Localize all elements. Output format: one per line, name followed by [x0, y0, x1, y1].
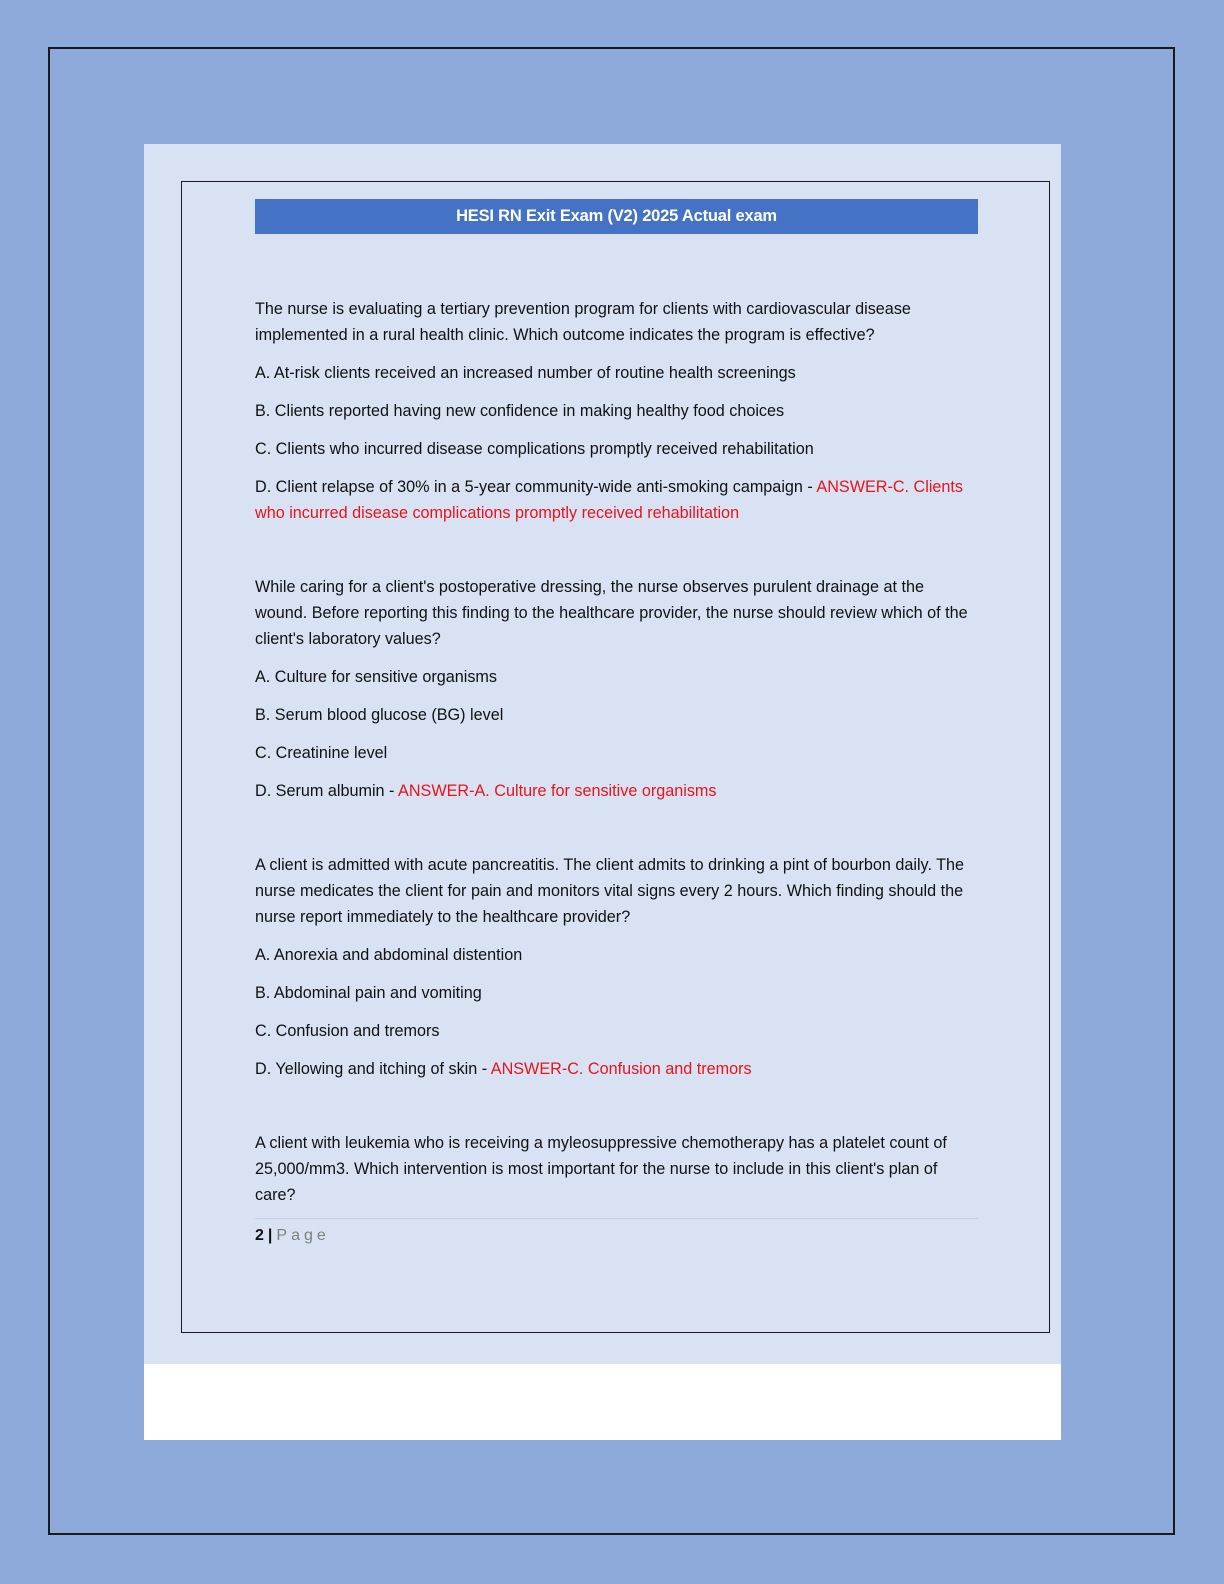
option-c: C. Creatinine level	[255, 744, 388, 762]
answer-text: ANSWER-A. Culture for sensitive organisms	[398, 782, 717, 800]
option-b: B. Serum blood glucose (BG) level	[255, 706, 504, 724]
option-d: D. Serum albumin -	[255, 782, 399, 800]
page-label: Page	[276, 1227, 330, 1244]
option-a: A. At-risk clients received an increased number of routine health screenings	[255, 364, 796, 382]
option-d: D. Client relapse of 30% in a 5-year community-wide anti-smoking campaign -	[255, 478, 817, 496]
page-number: 2	[255, 1227, 264, 1244]
option-b: B. Clients reported having new confidence in making healthy food choices	[255, 402, 785, 420]
option-c: C. Clients who incurred disease complications promptly received rehabilitation	[255, 440, 814, 458]
option-c: C. Confusion and tremors	[255, 1022, 440, 1040]
option-d: D. Yellowing and itching of skin -	[255, 1060, 491, 1078]
question-4	[255, 1130, 978, 1208]
question-1	[255, 296, 978, 526]
option-d-with-answer	[255, 778, 978, 804]
question-stem: The nurse is evaluating a tertiary prevention program for clients with cardiovascular disease implemented in a rural health clinic. Which outcome indicates the program is effective?	[255, 300, 911, 344]
option-d-with-answer	[255, 1056, 978, 1082]
option-d-with-answer	[255, 474, 978, 526]
document-title: HESI RN Exit Exam (V2) 2025 Actual exam	[255, 199, 978, 234]
question-2	[255, 574, 978, 804]
answer-text: ANSWER-C. Confusion and tremors	[490, 1060, 752, 1078]
option-a: A. Anorexia and abdominal distention	[255, 946, 523, 964]
answer-text: ANSWER-C. Clients who incurred disease complications promptly received rehabilitation	[255, 478, 964, 522]
question-list	[255, 296, 978, 1208]
question-stem: While caring for a client's postoperative dressing, the nurse observes purulent drainage at the wound. Before reporting this finding to the healthcare provider, the nurse should review which of the client's laboratory values?	[255, 578, 968, 648]
document-page	[144, 144, 1061, 1440]
option-b: B. Abdominal pain and vomiting	[255, 984, 482, 1002]
page-footer	[255, 1218, 978, 1245]
page-content	[255, 199, 978, 1220]
option-a: A. Culture for sensitive organisms	[255, 668, 498, 686]
question-3	[255, 852, 978, 1082]
question-stem: A client with leukemia who is receiving a myleosuppressive chemotherapy has a platelet count of 25,000/mm3. Which intervention is most important for the nurse to include in this client's plan of care?	[255, 1134, 947, 1204]
question-stem: A client is admitted with acute pancreatitis. The client admits to drinking a pint of bourbon daily. The nurse medicates the client for pain and monitors vital signs every 2 hours. Which finding should the nurse report immediately to the healthcare provider?	[255, 856, 965, 926]
footer-separator: |	[267, 1227, 273, 1244]
